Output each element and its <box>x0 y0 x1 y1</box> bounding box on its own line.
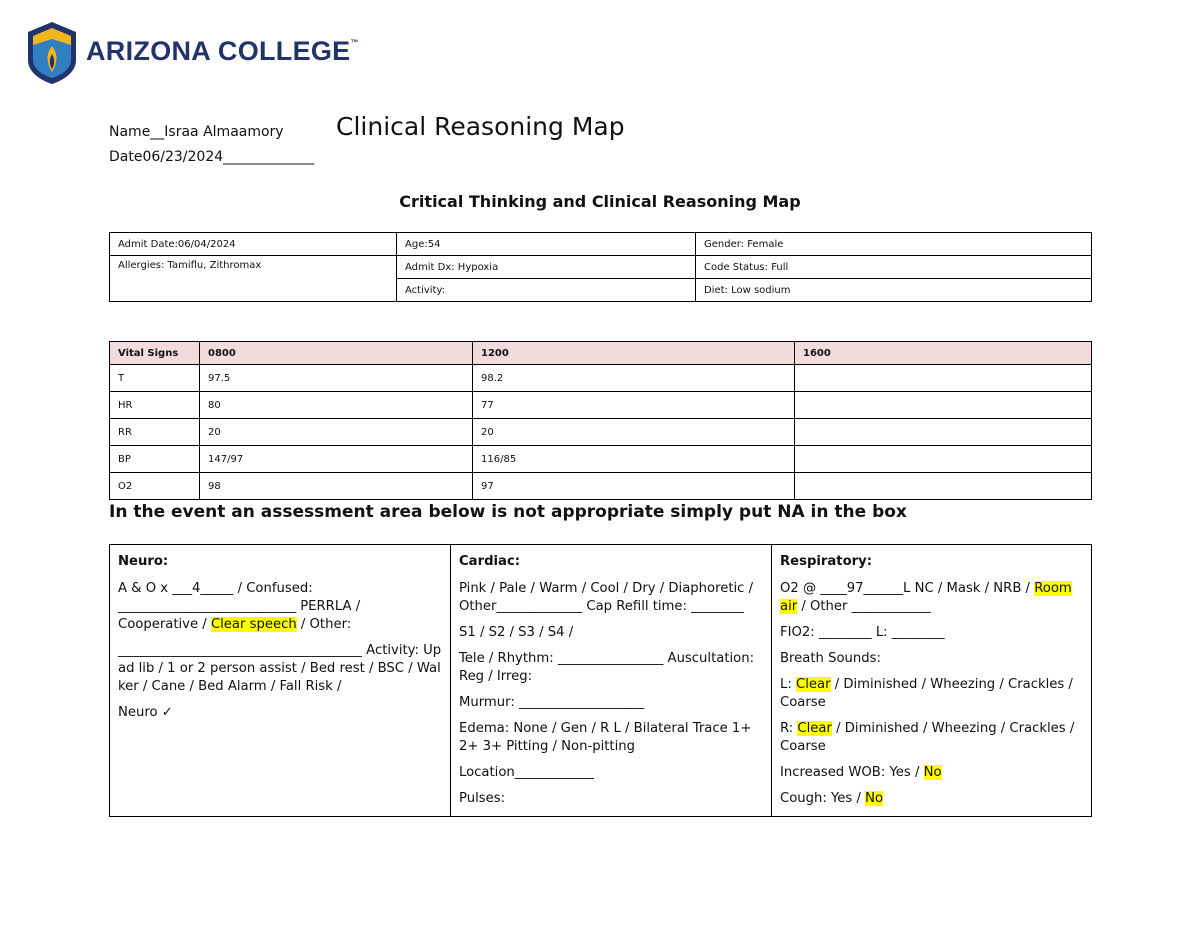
page-title: Clinical Reasoning Map <box>336 112 625 141</box>
vital-signs-table <box>109 341 1092 500</box>
table-row <box>110 446 1092 473</box>
vitals-cell: T <box>110 365 200 392</box>
date-line: Date06/23/2024_____________ <box>109 149 315 165</box>
admit-date-cell: Admit Date:06/04/2024 <box>110 233 397 256</box>
resp-right: R: Clear / Diminished / Wheezing / Crackles / Coarse <box>780 721 1075 754</box>
arizona-college-logo <box>26 20 359 86</box>
gender-cell: Gender: Female <box>696 233 1092 256</box>
left-clear-highlight: Clear <box>796 677 831 692</box>
vitals-cell <box>795 419 1092 446</box>
cardiac-edema: Edema: None / Gen / R L / Bilateral Trace 1+ 2+ 3+ Pitting / Non-pitting <box>459 721 752 754</box>
clear-speech-highlight: Clear speech <box>210 617 297 632</box>
vitals-cell: 98.2 <box>473 365 795 392</box>
vitals-cell: 20 <box>200 419 473 446</box>
vitals-cell <box>795 392 1092 419</box>
neuro-title: Neuro: <box>118 554 169 569</box>
vitals-cell: HR <box>110 392 200 419</box>
cardiac-pulses: Pulses: <box>459 791 506 806</box>
assessment-table <box>109 544 1092 817</box>
cardiac-heart-sounds: S1 / S2 / S3 / S4 / <box>459 625 574 640</box>
diet-cell: Diet: Low sodium <box>696 279 1092 302</box>
student-name: Name__Israa Almaamory <box>109 124 284 140</box>
neuro-check: Neuro ✓ <box>118 705 173 720</box>
cough-no-highlight: No <box>865 791 884 806</box>
vitals-cell <box>795 365 1092 392</box>
respiratory-cell <box>772 545 1092 817</box>
shield-flame-icon <box>26 20 78 86</box>
vitals-header-row <box>110 342 1092 365</box>
vitals-header: 0800 <box>200 342 473 365</box>
admit-dx-cell: Admit Dx: Hypoxia <box>397 256 696 279</box>
age-cell: Age:54 <box>397 233 696 256</box>
vitals-cell: 97.5 <box>200 365 473 392</box>
cardiac-murmur: Murmur: ___________________ <box>459 695 645 710</box>
vitals-header: 1200 <box>473 342 795 365</box>
vitals-header: 1600 <box>795 342 1092 365</box>
allergies-cell: Allergies: Tamiflu, Zithromax <box>110 256 397 302</box>
section-title: Critical Thinking and Clinical Reasoning Map <box>399 192 801 211</box>
resp-wob: Increased WOB: Yes / No <box>780 765 942 780</box>
neuro-cell <box>110 545 451 817</box>
activity-cell: Activity: <box>397 279 696 302</box>
resp-breath-sounds: Breath Sounds: <box>780 651 881 666</box>
table-row <box>110 473 1092 500</box>
cardiac-location: Location____________ <box>459 765 594 780</box>
table-row <box>110 365 1092 392</box>
vitals-cell <box>795 446 1092 473</box>
cardiac-tele: Tele / Rhythm: ________________ Auscultation: Reg / Irreg: <box>459 651 755 684</box>
vitals-cell: 20 <box>473 419 795 446</box>
vitals-cell: O2 <box>110 473 200 500</box>
neuro-aox: A & O x ___4_____ / Confused: ___________________________ PERRLA / Cooperative / Clear speech / Other: <box>118 581 361 632</box>
vitals-cell: 97 <box>473 473 795 500</box>
wob-no-highlight: No <box>923 765 942 780</box>
right-clear-highlight: Clear <box>797 721 832 736</box>
cardiac-skin: Pink / Pale / Warm / Cool / Dry / Diaphoretic / Other_____________ Cap Refill time: ________ <box>459 581 754 614</box>
patient-info-table <box>109 232 1092 302</box>
neuro-activity: _____________________________________ Activity: Up ad lib / 1 or 2 person assist / Bed rest / BSC / Walker / Cane / Bed Alarm / Fall Risk / <box>118 643 442 694</box>
room-air-highlight: Room air <box>780 581 1072 614</box>
resp-left: L: Clear / Diminished / Wheezing / Crackles / Coarse <box>780 677 1073 710</box>
logo-wordmark: ARIZONA COLLEGE™ <box>86 35 359 66</box>
vitals-cell: 98 <box>200 473 473 500</box>
code-status-cell: Code Status: Full <box>696 256 1092 279</box>
vitals-cell: 80 <box>200 392 473 419</box>
vitals-cell: 116/85 <box>473 446 795 473</box>
vitals-cell: 77 <box>473 392 795 419</box>
vitals-cell: BP <box>110 446 200 473</box>
respiratory-title: Respiratory: <box>780 554 873 569</box>
na-instruction: In the event an assessment area below is not appropriate simply put NA in the box <box>109 502 907 522</box>
resp-fio2: FIO2: ________ L: ________ <box>780 625 945 640</box>
vitals-header: Vital Signs <box>110 342 200 365</box>
cardiac-cell <box>451 545 772 817</box>
vitals-cell: RR <box>110 419 200 446</box>
resp-o2: O2 @ ____97______L NC / Mask / NRB / Room air / Other ____________ <box>780 581 1072 614</box>
resp-cough: Cough: Yes / No <box>780 791 884 806</box>
vitals-cell <box>795 473 1092 500</box>
vitals-cell: 147/97 <box>200 446 473 473</box>
table-row <box>110 419 1092 446</box>
table-row <box>110 392 1092 419</box>
cardiac-title: Cardiac: <box>459 554 521 569</box>
